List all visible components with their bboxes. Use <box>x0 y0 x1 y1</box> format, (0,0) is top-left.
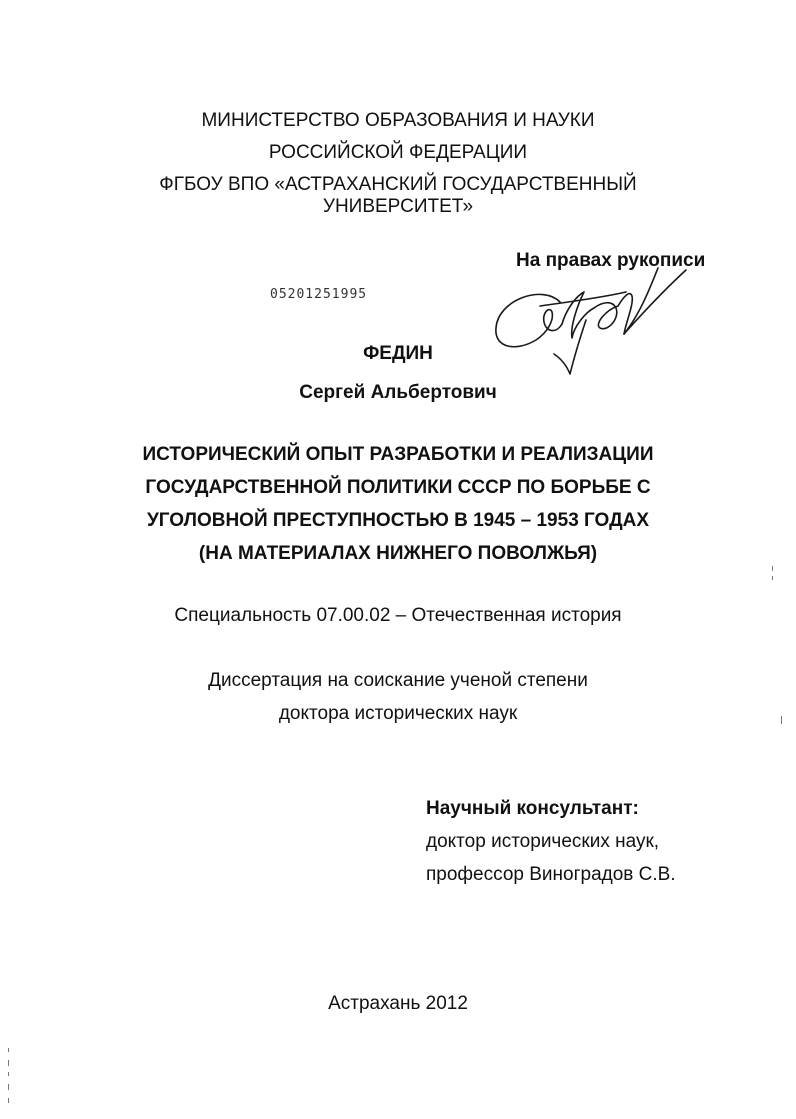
scan-speck <box>8 1060 9 1066</box>
ministry-line-2: РОССИЙСКОЙ ФЕДЕРАЦИИ <box>268 142 528 163</box>
university-line-1: ФГБОУ ВПО «АСТРАХАНСКИЙ ГОСУДАРСТВЕННЫЙ <box>159 174 637 195</box>
city-year: Астрахань 2012 <box>328 993 468 1014</box>
scan-speck <box>8 1072 9 1076</box>
thesis-title-line-4: (НА МАТЕРИАЛАХ НИЖНЕГО ПОВОЛЖЬЯ) <box>198 543 598 564</box>
degree-line-1: Диссертация на соискание ученой степени <box>208 670 588 691</box>
scan-speck <box>772 566 773 571</box>
consultant-name: профессор Виноградов С.В. <box>426 864 676 885</box>
catalog-number: 05201251995 <box>270 287 368 302</box>
thesis-title-line-2: ГОСУДАРСТВЕННОЙ ПОЛИТИКИ СССР ПО БОРЬБЕ С <box>145 477 651 498</box>
scan-speck <box>772 576 773 580</box>
specialty-line: Специальность 07.00.02 – Отечественная история <box>174 605 622 626</box>
scan-speck <box>781 716 782 724</box>
thesis-title-line-1: ИСТОРИЧЕСКИЙ ОПЫТ РАЗРАБОТКИ И РЕАЛИЗАЦИИ <box>142 444 654 465</box>
thesis-title-line-3: УГОЛОВНОЙ ПРЕСТУПНОСТЬЮ В 1945 – 1953 ГОДАХ <box>146 510 650 531</box>
university-line-2: УНИВЕРСИТЕТ» <box>322 196 474 217</box>
scan-speck <box>8 1098 9 1103</box>
author-name: Сергей Альбертович <box>299 382 497 403</box>
degree-line-2: доктора исторических наук <box>278 703 518 724</box>
consultant-heading: Научный консультант: <box>426 798 639 819</box>
author-surname: ФЕДИН <box>363 343 433 364</box>
manuscript-rights-note: На правах рукописи <box>516 250 706 271</box>
consultant-degree: доктор исторических наук, <box>426 831 660 852</box>
scan-speck <box>8 1084 9 1090</box>
scan-speck <box>8 1048 9 1052</box>
ministry-line-1: МИНИСТЕРСТВО ОБРАЗОВАНИЯ И НАУКИ <box>201 110 595 131</box>
